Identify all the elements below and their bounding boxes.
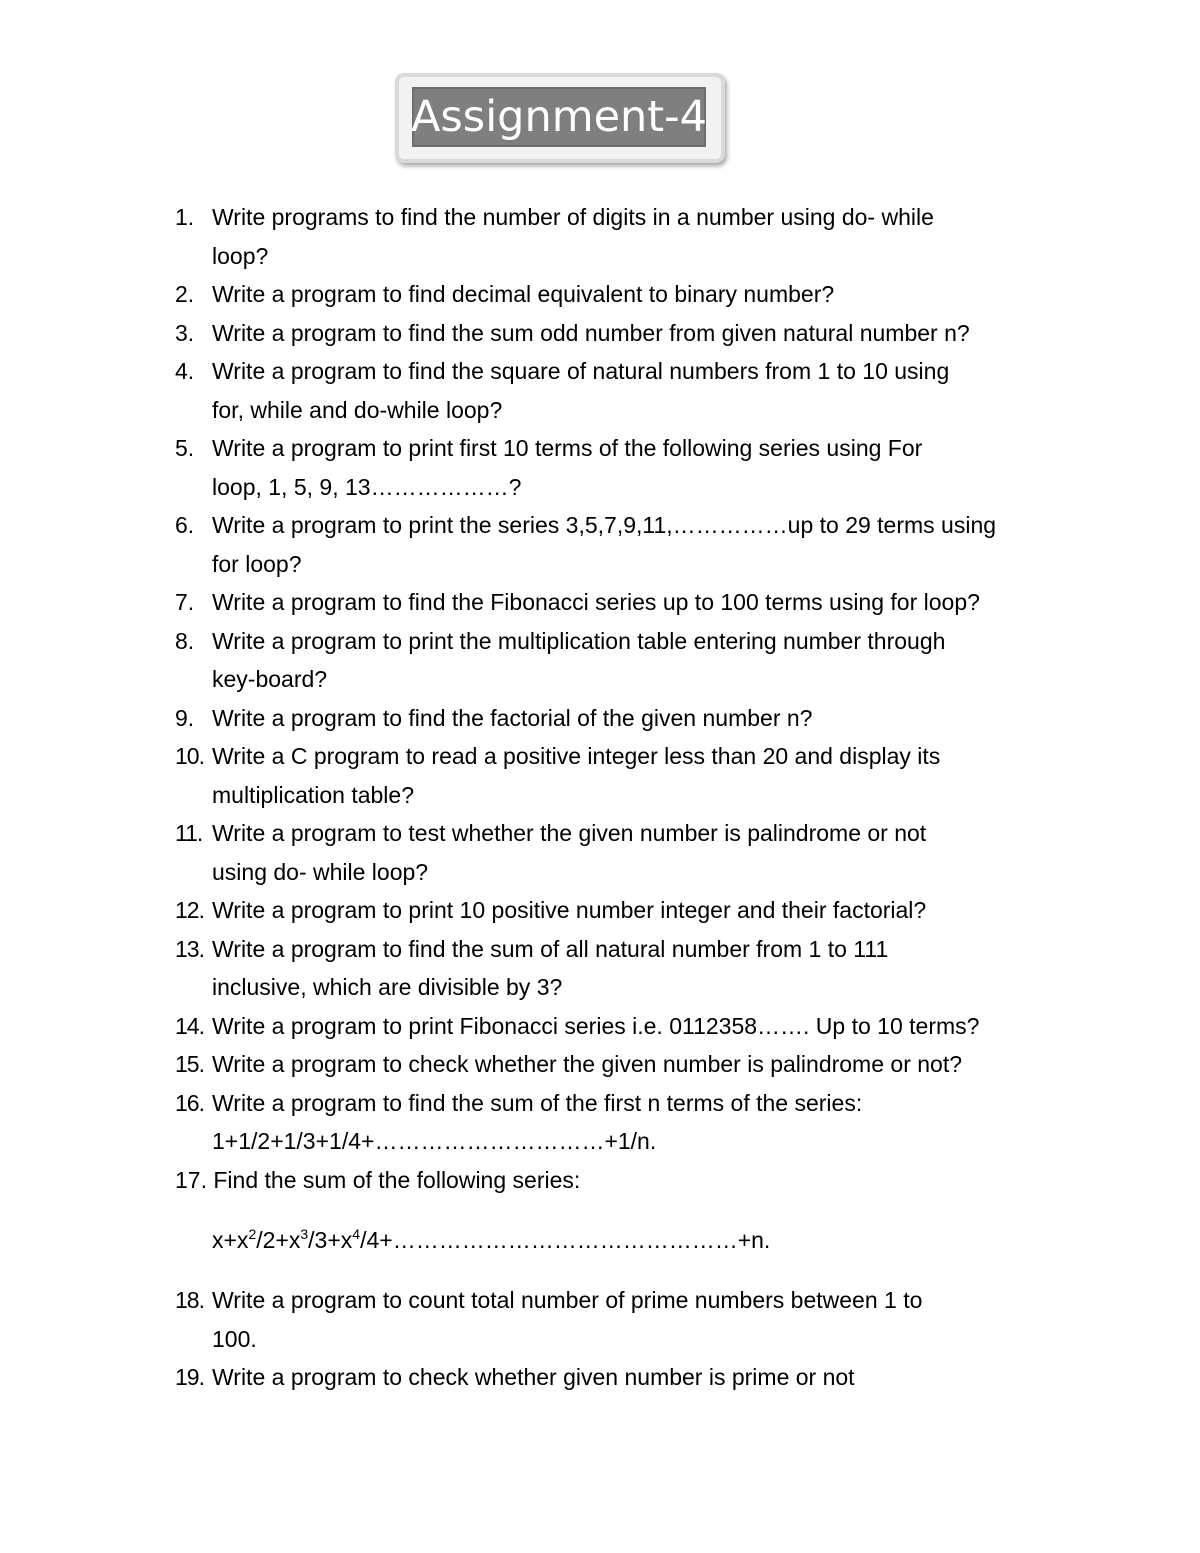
page-title: Assignment-4 (410, 91, 708, 142)
question-text-line: Write a program to print the multiplication table entering number through (212, 627, 946, 654)
question-14 (175, 1007, 1075, 1046)
question-text: Write a program to find decimal equivalent to binary number? (212, 281, 835, 307)
question-text-line: for, while and do-while loop? (212, 396, 503, 423)
question-text-line: for loop? (212, 550, 302, 577)
title-box (412, 87, 706, 147)
question-16 (175, 1084, 1075, 1161)
formula-part: /3+x (308, 1227, 353, 1253)
question-text-line: 100. (212, 1325, 257, 1352)
question-2 (175, 275, 1075, 314)
question-number: 5. (175, 435, 195, 461)
question-text: Write a program to find the Fibonacci series up to 100 terms using for loop? (212, 589, 980, 615)
formula-part: x+x (212, 1227, 249, 1253)
question-9 (175, 699, 1075, 738)
formula-exponent: 3 (300, 1226, 309, 1242)
question-number: 9. (175, 704, 195, 731)
question-8 (175, 622, 1075, 699)
question-12 (175, 891, 1075, 930)
question-text: Write a program to print 10 positive number integer and their factorial? (212, 897, 927, 923)
question-text-line: Write a program to print the series 3,5,7,9,11,……………up to 29 terms using (212, 512, 997, 538)
question-number: 3. (175, 319, 195, 346)
question-text-line: Write a program to find the square of natural numbers from 1 to 10 using (212, 358, 950, 384)
question-text: Write a program to find the sum odd number from given natural number n? (212, 319, 970, 346)
series-formula (175, 1199, 1075, 1281)
question-text-line: Write a program to find the sum of the first n terms of the series: (212, 1089, 863, 1116)
question-number: 18. (175, 1287, 204, 1313)
formula-exponent: 4 (352, 1226, 361, 1242)
question-text: Write a program to find the factorial of the given number n? (212, 704, 813, 731)
question-text-line: loop? (212, 242, 269, 269)
question-11 (175, 814, 1075, 891)
formula-part: /2+x (256, 1227, 301, 1253)
question-number: 7. (175, 589, 195, 615)
question-number: 17. (175, 1166, 207, 1193)
question-1 (175, 198, 1075, 275)
question-number: 1. (175, 204, 195, 230)
question-number: 11. (175, 820, 203, 846)
question-text-line: Write a program to count total number of prime numbers between 1 to (212, 1287, 923, 1313)
question-text: Write a program to check whether the given number is palindrome or not? (212, 1051, 963, 1077)
question-4 (175, 352, 1075, 429)
question-number: 2. (175, 281, 195, 307)
question-text-line: Write programs to find the number of digits in a number using do- while (212, 204, 934, 230)
question-text-line: multiplication table? (212, 781, 415, 808)
question-17 (175, 1161, 1075, 1200)
question-list (175, 198, 1075, 1397)
question-text: Write a program to print Fibonacci series i.e. 0112358……. Up to 10 terms? (212, 1012, 980, 1039)
question-number: 14. (175, 1012, 204, 1039)
question-text-line: Write a program to test whether the given number is palindrome or not (212, 820, 927, 846)
question-number: 19. (175, 1364, 204, 1390)
question-number: 13. (175, 935, 204, 962)
question-text: Write a program to check whether given number is prime or not (212, 1364, 855, 1390)
question-number: 16. (175, 1089, 204, 1116)
question-18 (175, 1281, 1075, 1358)
question-number: 10. (175, 743, 204, 769)
question-text-line: inclusive, which are divisible by 3? (212, 974, 563, 1000)
question-10 (175, 737, 1075, 814)
question-15 (175, 1045, 1075, 1084)
question-text-line: 1+1/2+1/3+1/4+…………………………+1/n. (212, 1128, 657, 1154)
question-text-line: Write a program to print first 10 terms of the following series using For (212, 435, 923, 461)
question-text-line: Write a program to find the sum of all natural number from 1 to 111 (212, 935, 889, 962)
question-19 (175, 1358, 1075, 1397)
question-number: 6. (175, 512, 195, 538)
question-text-line: using do- while loop? (212, 858, 429, 885)
question-13 (175, 930, 1075, 1007)
formula-exponent: 2 (248, 1226, 257, 1242)
question-3 (175, 314, 1075, 353)
question-text-line: key-board? (212, 666, 328, 692)
question-number: 12. (175, 897, 204, 923)
formula-part: /4+………………………………………+n. (360, 1227, 771, 1253)
question-text: Find the sum of the following series: (206, 1166, 581, 1193)
question-number: 15. (175, 1051, 204, 1077)
question-text-line: loop, 1, 5, 9, 13………………? (212, 473, 522, 500)
question-5 (175, 429, 1075, 506)
question-number: 8. (175, 627, 195, 654)
question-6 (175, 506, 1075, 583)
question-7 (175, 583, 1075, 622)
question-number: 4. (175, 358, 195, 384)
question-text-line: Write a C program to read a positive integer less than 20 and display its (212, 743, 941, 769)
